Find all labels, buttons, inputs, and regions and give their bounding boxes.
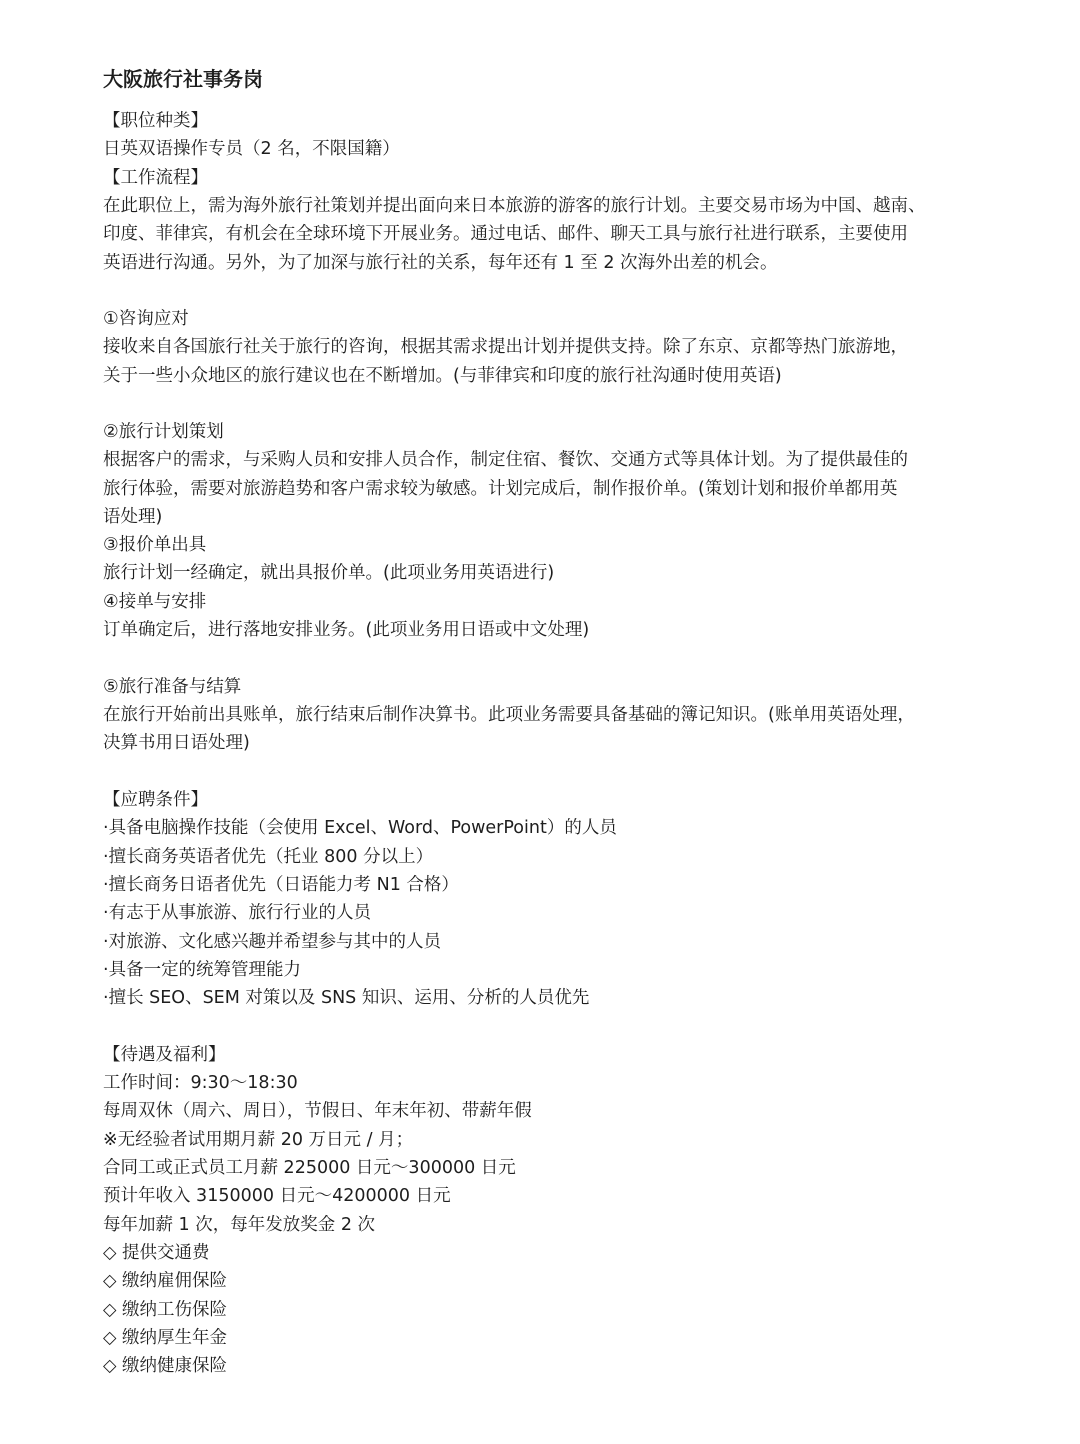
requirement-item: ·擅长 SEO、SEM 对策以及 SNS 知识、运用、分析的人员优先 [103,988,590,1008]
benefit-line: 每年加薪 1 次，每年发放奖金 2 次 [103,1215,376,1235]
section-heading-benefits: 【待遇及福利】 [103,1045,226,1065]
step-text-line: 决算书用日语处理) [103,733,250,753]
workflow-intro-line: 在此职位上，需为海外旅行社策划并提出面向来日本旅游的游客的旅行计划。主要交易市场为中国、越南、 [103,196,926,216]
step-title: ⑤旅行准备与结算 [103,677,242,697]
section-heading-job-type: 【职位种类】 [103,111,208,131]
step-text-line: 在旅行开始前出具账单，旅行结束后制作决算书。此项业务需要具备基础的簿记知识。(账单用英语处理， [103,705,915,725]
section-heading-requirements: 【应聘条件】 [103,790,208,810]
requirement-item: ·具备电脑操作技能（会使用 Excel、Word、PowerPoint）的人员 [103,818,617,838]
step-text-line: 接收来自各国旅行社关于旅行的咨询，根据其需求提出计划并提供支持。除了东京、京都等热门旅游地， [103,337,908,357]
step-text-line: 关于一些小众地区的旅行建议也在不断增加。(与菲律宾和印度的旅行社沟通时使用英语) [103,366,782,386]
benefit-line: 每周双休（周六、周日），节假日、年末年初、带薪年假 [103,1101,532,1121]
section-heading-workflow: 【工作流程】 [103,168,208,188]
benefit-line: 工作时间：9:30～18:30 [103,1073,298,1093]
perk-item: ◇ 缴纳健康保险 [103,1356,228,1376]
step-title: ②旅行计划策划 [103,422,224,442]
document-title: 大阪旅行社事务岗 [103,67,263,91]
step-title: ④接单与安排 [103,592,207,612]
perk-item: ◇ 提供交通费 [103,1243,210,1263]
step-text-line: 订单确定后，进行落地安排业务。(此项业务用日语或中文处理) [103,620,590,640]
step-text-line: 根据客户的需求，与采购人员和安排人员合作，制定住宿、餐饮、交通方式等具体计划。为了提供最佳的 [103,450,908,470]
job-type-text: 日英双语操作专员（2 名，不限国籍） [103,139,400,159]
step-text-line: 旅行计划一经确定，就出具报价单。(此项业务用英语进行) [103,563,555,583]
requirement-item: ·具备一定的统筹管理能力 [103,960,302,980]
benefit-line: 预计年收入 3150000 日元～4200000 日元 [103,1186,451,1206]
requirement-item: ·有志于从事旅游、旅行行业的人员 [103,903,372,923]
perk-item: ◇ 缴纳厚生年金 [103,1328,228,1348]
step-text-line: 语处理) [103,507,163,527]
workflow-intro-line: 印度、菲律宾，有机会在全球环境下开展业务。通过电话、邮件、聊天工具与旅行社进行联系，主要使用 [103,224,908,244]
step-title: ③报价单出具 [103,535,207,555]
requirement-item: ·擅长商务英语者优先（托业 800 分以上） [103,847,434,867]
step-title: ①咨询应对 [103,309,189,329]
benefit-line: 合同工或正式员工月薪 225000 日元～300000 日元 [103,1158,516,1178]
perk-item: ◇ 缴纳工伤保险 [103,1300,228,1320]
perk-item: ◇ 缴纳雇佣保险 [103,1271,228,1291]
workflow-intro-line: 英语进行沟通。另外，为了加深与旅行社的关系，每年还有 1 至 2 次海外出差的机会。 [103,253,778,273]
benefit-line: ※无经验者试用期月薪 20 万日元 / 月； [103,1130,414,1150]
requirement-item: ·对旅游、文化感兴趣并希望参与其中的人员 [103,932,442,952]
step-text-line: 旅行体验，需要对旅游趋势和客户需求较为敏感。计划完成后，制作报价单。(策划计划和报价单都用英 [103,479,898,499]
requirement-item: ·擅长商务日语者优先（日语能力考 N1 合格） [103,875,459,895]
